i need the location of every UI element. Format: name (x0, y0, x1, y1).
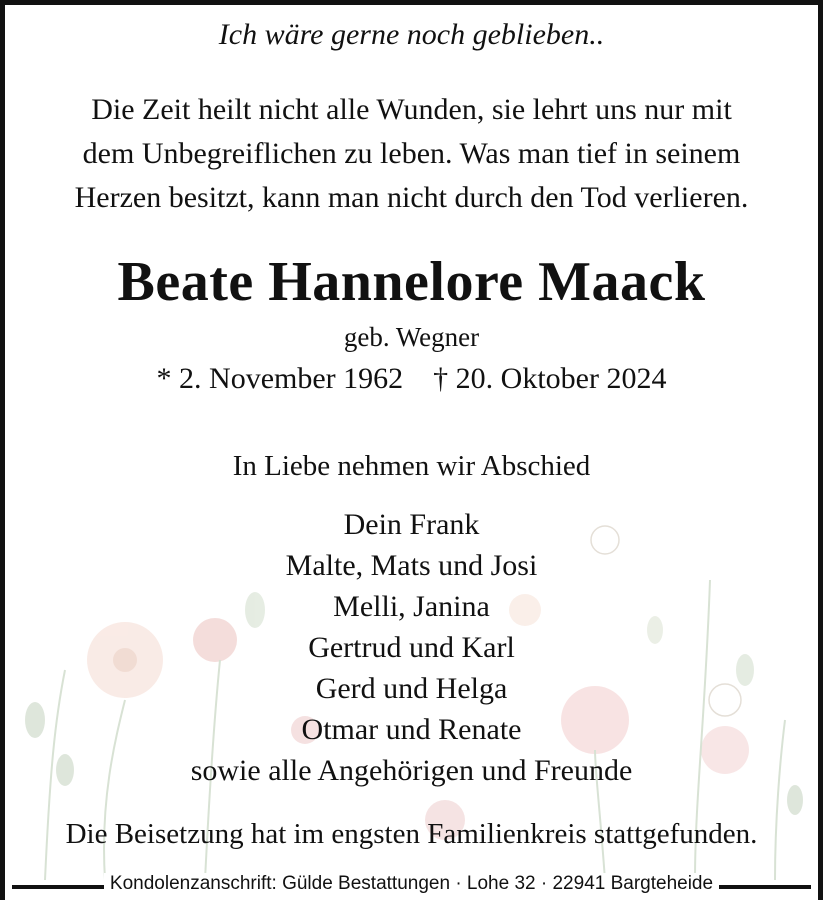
verse-line: Die Zeit heilt nicht alle Wunden, sie lehrt uns nur mit (91, 93, 732, 126)
mourner-entry: Malte, Mats und Josi (285, 549, 538, 582)
mourners-list (0, 504, 823, 791)
verse-line: dem Unbegreiflichen zu leben. Was man tief in seinem (82, 137, 741, 170)
mourner-entry: Gerd und Helga (315, 672, 508, 705)
burial-note: Die Beisetzung hat im engsten Familienkreis stattgefunden. (65, 818, 758, 850)
condolence-address: Kondolenzanschrift: Gülde Bestattungen · Lohe 32 · 22941 Bargteheide (104, 873, 719, 894)
mourner-entry: Melli, Janina (333, 590, 490, 623)
life-dates (0, 362, 823, 396)
mourner-entry: Otmar und Renate (301, 713, 522, 746)
memorial-verse (0, 88, 823, 220)
mourner-entry: Gertrud und Karl (308, 631, 515, 664)
birth-date: * 2. November 1962 (156, 362, 404, 395)
mourner-entry: sowie alle Angehörigen und Freunde (190, 754, 633, 787)
opening-quote: Ich wäre gerne noch geblieben.. (218, 18, 605, 51)
maiden-name: geb. Wegner (343, 322, 480, 352)
verse-line: Herzen besitzt, kann man nicht durch den Tod verlieren. (74, 181, 749, 214)
footer (0, 872, 823, 900)
deceased-name: Beate Hannelore Maack (117, 251, 706, 313)
mourner-entry: Dein Frank (343, 508, 480, 541)
death-date: † 20. Oktober 2024 (433, 362, 667, 395)
farewell-line: In Liebe nehmen wir Abschied (232, 450, 591, 482)
